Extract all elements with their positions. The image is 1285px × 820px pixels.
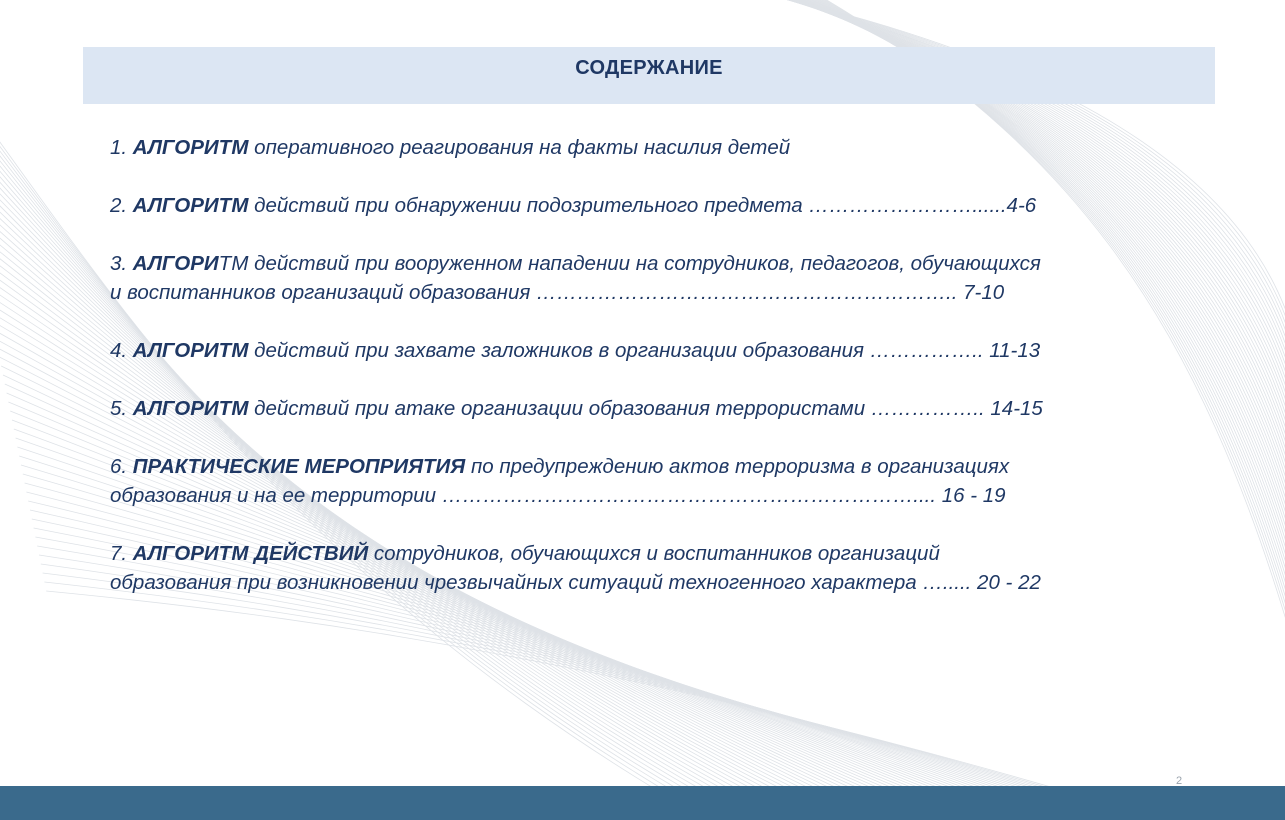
toc-line: [110, 278, 1210, 307]
page-number: 2: [1176, 775, 1183, 787]
toc-line: [110, 336, 1210, 365]
toc-line: [110, 481, 1210, 510]
toc-line: [110, 568, 1210, 597]
page-title: СОДЕРЖАНИЕ: [575, 57, 723, 79]
toc-item-keyword-tail: ТМ: [218, 252, 249, 275]
footer-bar: [0, 786, 1285, 820]
toc-item-keyword: АЛГОРИТМ: [132, 397, 249, 420]
toc-item-6: [110, 452, 1210, 510]
toc-item-text: оперативного реагирования на факты насилия детей: [248, 136, 791, 159]
toc-line: [110, 394, 1210, 423]
toc-item-text: и воспитанников организаций образования …………………………………………………….. 7-10: [110, 281, 1005, 304]
toc-line: [110, 452, 1210, 481]
toc-item-keyword: АЛГОРИ: [132, 252, 219, 275]
toc-item-number: 5.: [110, 397, 133, 420]
toc-item-keyword: АЛГОРИТМ ДЕЙСТВИЙ: [132, 542, 369, 565]
toc-item-number: 7.: [110, 542, 133, 565]
toc-item-3: [110, 249, 1210, 307]
toc-item-keyword: АЛГОРИТМ: [132, 339, 249, 362]
toc-item-5: [110, 394, 1210, 423]
toc-item-7: [110, 539, 1210, 597]
toc-item-number: 3.: [110, 252, 133, 275]
toc-item-text: действий при обнаружении подозрительного предмета ……………………......4-6: [248, 194, 1037, 217]
table-of-contents: [110, 133, 1210, 626]
toc-item-text: образования при возникновении чрезвычайных ситуаций техногенного характера …..... 20 - 22: [110, 571, 1041, 594]
toc-line: [110, 249, 1210, 278]
toc-item-keyword: ПРАКТИЧЕСКИЕ МЕРОПРИЯТИЯ: [132, 455, 466, 478]
toc-item-number: 6.: [110, 455, 133, 478]
toc-item-text: действий при захвате заложников в организации образования …………….. 11-13: [248, 339, 1041, 362]
toc-item-text: по предупреждению актов терроризма в организациях: [465, 455, 1010, 478]
toc-item-text: действий при атаке организации образования террористами …………….. 14-15: [248, 397, 1043, 420]
toc-item-number: 2.: [110, 194, 133, 217]
toc-item-text: сотрудников, обучающихся и воспитанников организаций: [368, 542, 940, 565]
toc-item-text: действий при вооруженном нападении на сотрудников, педагогов, обучающихся: [248, 252, 1041, 275]
toc-line: [110, 133, 1210, 162]
toc-item-number: 4.: [110, 339, 133, 362]
toc-item-1: [110, 133, 1210, 162]
toc-item-text: образования и на ее территории …………………………………………………………….... 16 - 19: [110, 484, 1006, 507]
toc-item-4: [110, 336, 1210, 365]
toc-line: [110, 191, 1210, 220]
toc-item-keyword: АЛГОРИТМ: [132, 194, 249, 217]
toc-item-number: 1.: [110, 136, 133, 159]
toc-item-keyword: АЛГОРИТМ: [132, 136, 249, 159]
title-bar: [83, 47, 1215, 104]
toc-item-2: [110, 191, 1210, 220]
toc-line: [110, 539, 1210, 568]
